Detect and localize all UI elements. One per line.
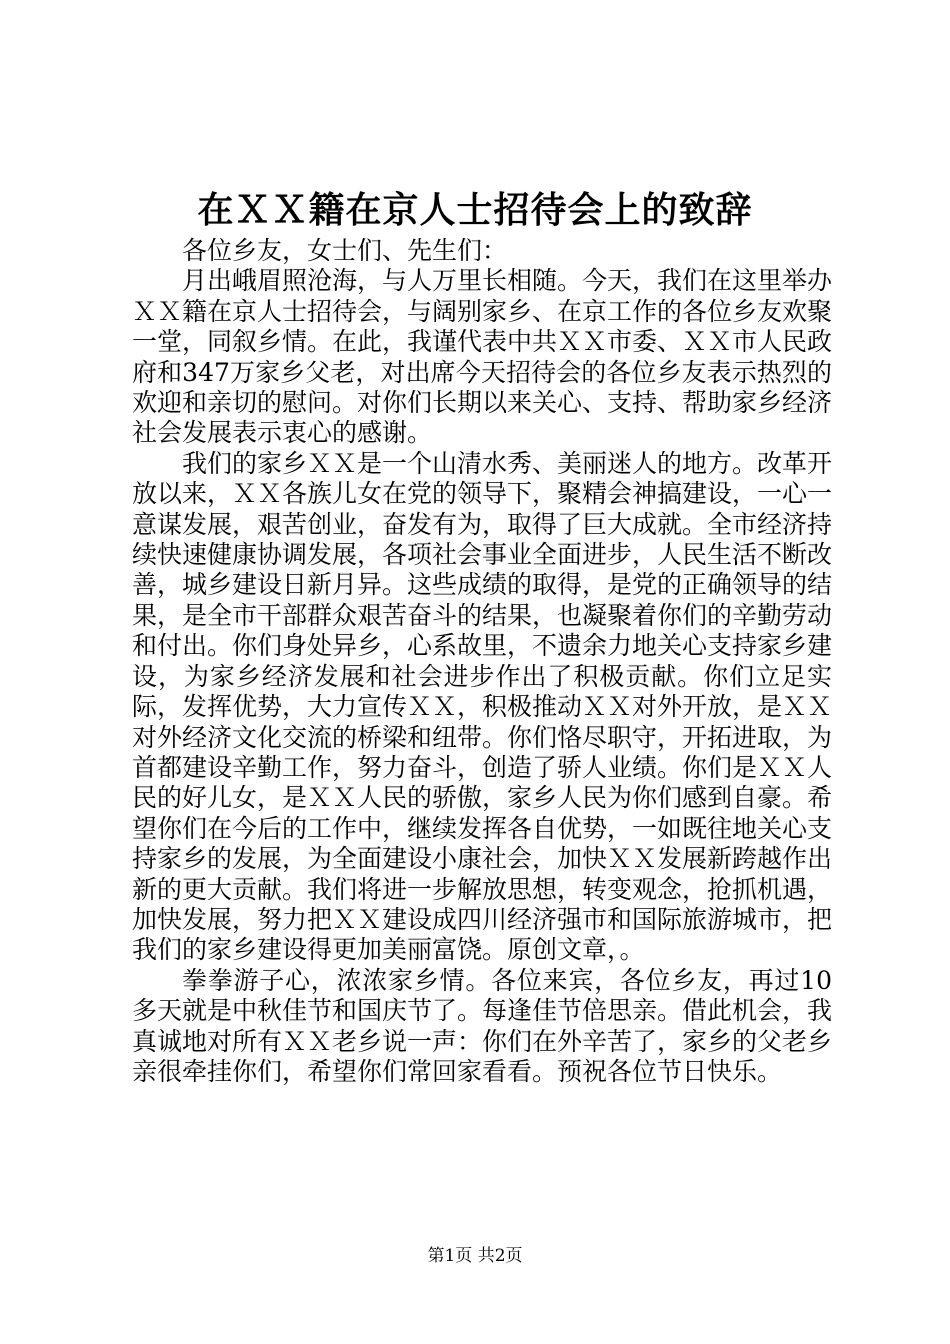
document-body [132, 236, 832, 1087]
body-paragraph-2: 我们的家乡ＸＸ是一个山清水秀、美丽迷人的地方。改革开放以来，ＸＸ各族儿女在党的领导下，聚精会神搞建设，一心一意谋发展，艰苦创业，奋发有为，取得了巨大成就。全市经济持续快速健康协调发展，各项社会事业全面进步，人民生活不断改善，城乡建设日新月异。这些成绩的取得，是党的正确领导的结果，是全市干部群众艰苦奋斗的结果，也凝聚着你们的辛勤劳动和付出。你们身处异乡，心系故里，不遗余力地关心支持家乡建设，为家乡经济发展和社会进步作出了积极贡献。你们立足实际，发挥优势，大力宣传ＸＸ，积极推动ＸＸ对外开放，是ＸＸ对外经济文化交流的桥梁和纽带。你们恪尽职守，开拓进取，为首都建设辛勤工作，努力奋斗，创造了骄人业绩。你们是ＸＸ人民的好儿女，是ＸＸ人民的骄傲，家乡人民为你们感到自豪。希望你们在今后的工作中，继续发挥各自优势，一如既往地关心支持家乡的发展，为全面建设小康社会，加快ＸＸ发展新跨越作出新的更大贡献。我们将进一步解放思想，转变观念，抢抓机遇，加快发展，努力把ＸＸ建设成四川经济强市和国际旅游城市，把我们的家乡建设得更加美丽富饶。原创文章，。 [132, 448, 833, 965]
document-title: 在ＸＸ籍在京人士招待会上的致辞 [197, 189, 753, 231]
body-paragraph-3: 拳拳游子心，浓浓家乡情。各位来宾，各位乡友，再过10多天就是中秋佳节和国庆节了。每逢佳节倍思亲。借此机会，我真诚地对所有ＸＸ老乡说一声：你们在外辛苦了，家乡的父老乡亲很牵挂你们，希望你们常回家看看。预祝各位节日快乐。 [132, 965, 833, 1086]
page-footer: 第1页 共2页 [427, 1246, 523, 1266]
salutation-paragraph: 各位乡友，女士们、先生们： [182, 236, 508, 265]
body-paragraph-1: 月出峨眉照沧海，与人万里长相随。今天，我们在这里举办ＸＸ籍在京人士招待会，与阔别家乡、在京工作的各位乡友欢聚一堂，同叙乡情。在此，我谨代表中共ＸＸ市委、ＸＸ市人民政府和347万家乡父老，对出席今天招待会的各位乡友表示热烈的欢迎和亲切的慰问。对你们长期以来关心、支持、帮助家乡经济社会发展表示衷心的感谢。 [132, 266, 833, 448]
